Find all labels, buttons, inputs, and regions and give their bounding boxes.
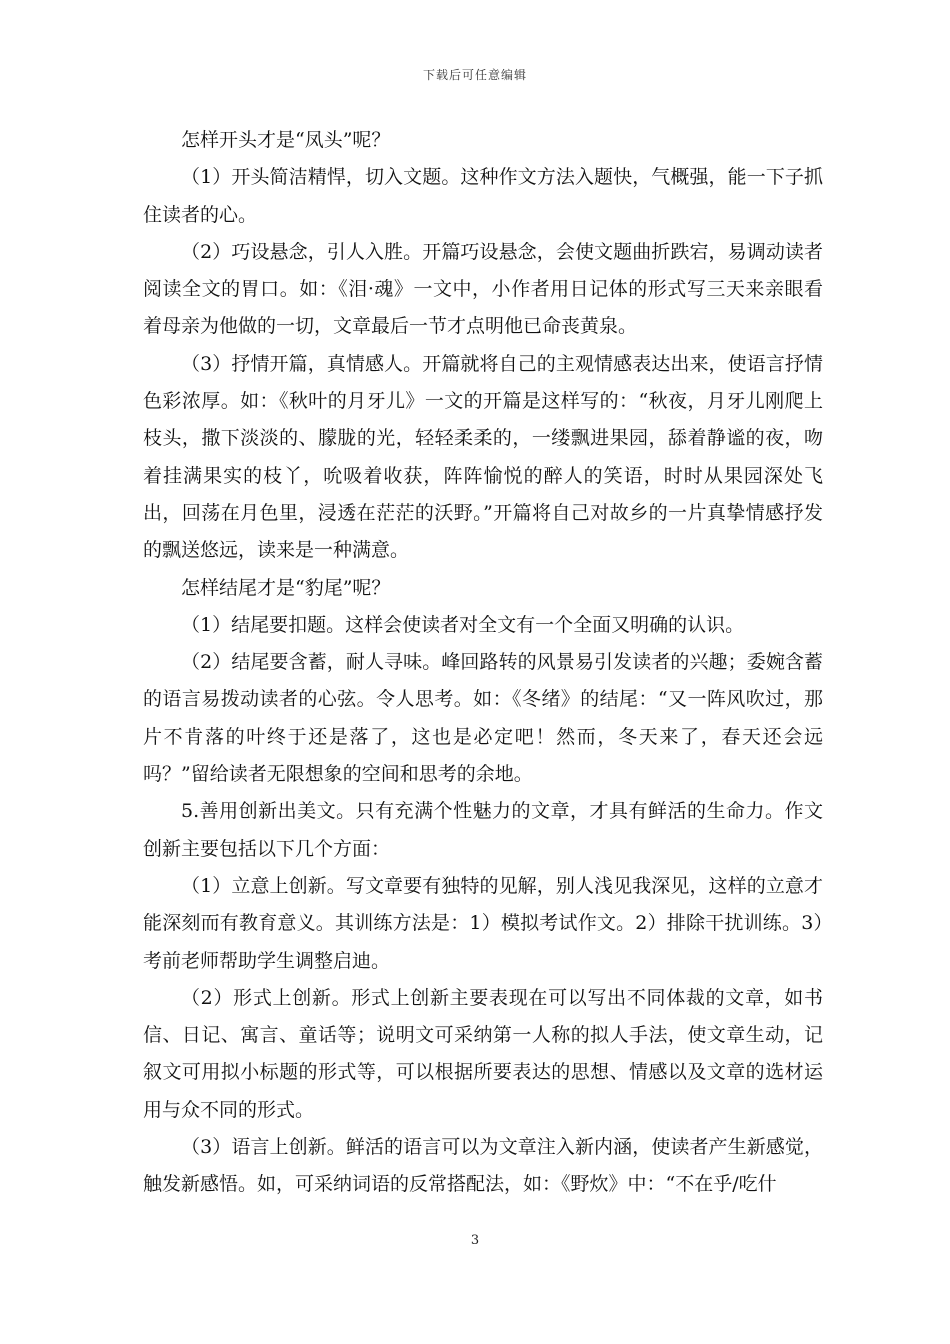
paragraph-innovation-1: （1）立意上创新。写文章要有独特的见解，别人浅见我深见，这样的立意才能深刻而有教育意义。其训练方法是：1）模拟考试作文。2）排除干扰训练。3）考前老师帮助学生调整启迪。 [143,874,823,972]
paragraph-phoenix-head-question: 怎样开头才是“凤头”呢？ [181,129,391,151]
paragraph-opening-method-2: （2）巧设悬念，引人入胜。开篇巧设悬念，会使文题曲折跌宕，易调动读者阅读全文的胃口。如：《泪·魂》一文中，小作者用日记体的形式写三天来亲眼看着母亲为他做的一切，文章最后一节才点明他已命丧黄泉。 [143,240,823,338]
page-header: 下载后可任意编辑 [422,68,527,82]
paragraph-innovation-3: （3）语言上创新。鲜活的语言可以为文章注入新内涵，使读者产生新感觉，触发新感悟。如，可采纳词语的反常搭配法，如：《野炊》中：“不在乎/吃什 [143,1136,823,1196]
document-body [143,122,823,1204]
paragraph-ending-method-2: （2）结尾要含蓄，耐人寻味。峰回路转的风景易引发读者的兴趣；委婉含蓄的语言易拨动读者的心弦。令人思考。如：《冬绪》的结尾：“又一阵风吹过，那片不肯落的叶终于还是落了，这也是必定吧！然而，冬天来了，春天还会远吗？”留给读者无限想象的空间和思考的余地。 [143,651,823,786]
paragraph-opening-method-1: （1）开头简洁精悍，切入文题。这种作文方法入题快，气概强，能一下子抓住读者的心。 [143,166,823,226]
paragraph-innovation-intro: 5.善用创新出美文。只有充满个性魅力的文章，才具有鲜活的生命力。作文创新主要包括以下几个方面： [143,800,823,860]
paragraph-ending-method-1: （1）结尾要扣题。这样会使读者对全文有一个全面又明确的认识。 [181,613,745,636]
paragraph-innovation-2: （2）形式上创新。形式上创新主要表现在可以写出不同体裁的文章，如书信、日记、寓言、童话等；说明文可采纳第一人称的拟人手法，使文章生动，记叙文可用拟小标题的形式等，可以根据所要表达的思想、情感以及文章的选材运用与众不同的形式。 [143,986,823,1121]
paragraph-opening-method-3: （3）抒情开篇，真情感人。开篇就将自己的主观情感表达出来，使语言抒情色彩浓厚。如：《秋叶的月牙儿》一文的开篇是这样写的：“秋夜，月牙儿刚爬上枝头，撒下淡淡的、朦胧的光，轻轻柔柔的，一缕飘进果园，舔着静谧的夜，吻着挂满果实的枝丫，吮吸着收获，阵阵愉悦的醉人的笑语，时时从果园深处飞出，回荡在月色里，浸透在茫茫的沃野。”开篇将自己对故乡的一片真挚情感抒发的飘送悠远，读来是一种满意。 [143,352,823,562]
paragraph-leopard-tail-question: 怎样结尾才是“豹尾”呢？ [181,576,391,599]
page-number: 3 [470,1233,480,1248]
